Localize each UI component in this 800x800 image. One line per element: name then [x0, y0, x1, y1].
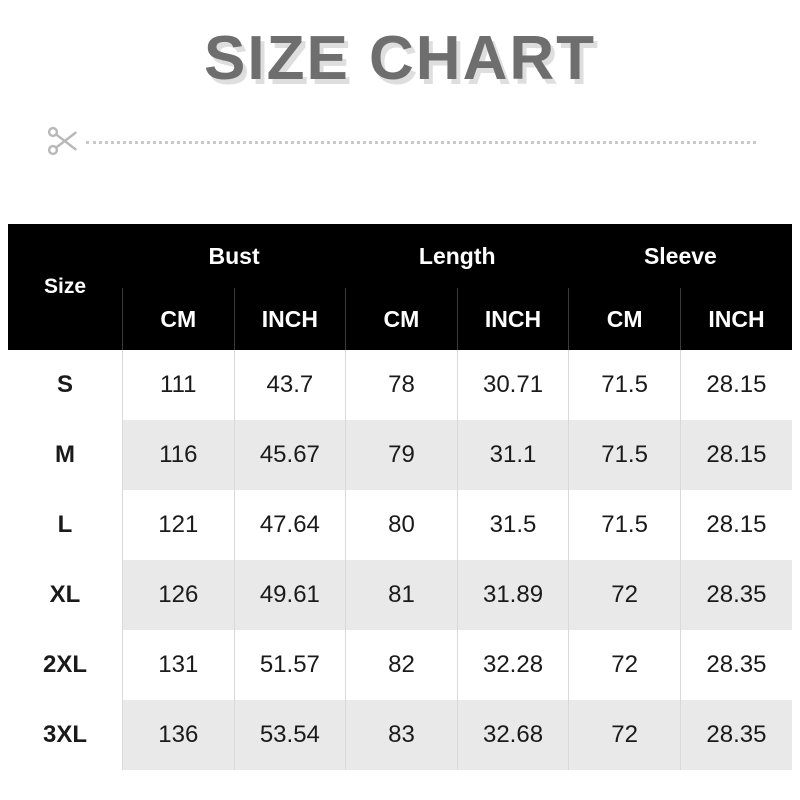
table-row: [8, 630, 792, 700]
cell-bust-cm: 136: [123, 700, 235, 770]
row-size-label: L: [8, 490, 123, 560]
cell-sleeve-inch: 28.15: [680, 420, 792, 490]
column-header-length-inch: INCH: [457, 288, 569, 350]
cell-sleeve-cm: 71.5: [569, 490, 681, 560]
scissors-icon: [44, 123, 80, 159]
cell-length-cm: 82: [346, 630, 458, 700]
cell-bust-inch: 49.61: [234, 560, 346, 630]
cell-bust-inch: 47.64: [234, 490, 346, 560]
cell-sleeve-cm: 71.5: [569, 350, 681, 420]
cell-bust-cm: 126: [123, 560, 235, 630]
cell-length-inch: 31.89: [457, 560, 569, 630]
cell-length-cm: 81: [346, 560, 458, 630]
column-group-bust: Bust: [123, 224, 346, 288]
cell-sleeve-inch: 28.35: [680, 560, 792, 630]
cell-bust-inch: 45.67: [234, 420, 346, 490]
column-header-size: Size: [8, 224, 123, 350]
column-group-sleeve: Sleeve: [569, 224, 792, 288]
column-header-sleeve-inch: INCH: [680, 288, 792, 350]
cell-bust-inch: 51.57: [234, 630, 346, 700]
cell-length-inch: 30.71: [457, 350, 569, 420]
cut-line: [0, 121, 800, 161]
cut-line-dashes: [86, 141, 756, 144]
cell-sleeve-cm: 72: [569, 560, 681, 630]
column-header-length-cm: CM: [346, 288, 458, 350]
row-size-label: S: [8, 350, 123, 420]
table-row: [8, 700, 792, 770]
cell-sleeve-cm: 71.5: [569, 420, 681, 490]
cell-bust-cm: 121: [123, 490, 235, 560]
cell-sleeve-inch: 28.35: [680, 700, 792, 770]
cell-length-inch: 31.5: [457, 490, 569, 560]
cell-length-cm: 83: [346, 700, 458, 770]
row-size-label: 2XL: [8, 630, 123, 700]
cell-length-cm: 80: [346, 490, 458, 560]
size-table-container: [8, 224, 792, 770]
cell-bust-cm: 131: [123, 630, 235, 700]
table-row: [8, 420, 792, 490]
table-group-header-row: [8, 224, 792, 288]
table-row: [8, 560, 792, 630]
row-size-label: M: [8, 420, 123, 490]
column-header-sleeve-cm: CM: [569, 288, 681, 350]
page-title-area: [0, 0, 800, 91]
table-row: [8, 490, 792, 560]
row-size-label: 3XL: [8, 700, 123, 770]
table-unit-header-row: [8, 288, 792, 350]
cell-length-cm: 79: [346, 420, 458, 490]
cell-sleeve-cm: 72: [569, 700, 681, 770]
table-row: [8, 350, 792, 420]
cell-sleeve-cm: 72: [569, 630, 681, 700]
cell-bust-cm: 116: [123, 420, 235, 490]
cell-length-cm: 78: [346, 350, 458, 420]
cell-bust-inch: 43.7: [234, 350, 346, 420]
size-table: [8, 224, 792, 770]
cell-bust-inch: 53.54: [234, 700, 346, 770]
cell-sleeve-inch: 28.35: [680, 630, 792, 700]
row-size-label: XL: [8, 560, 123, 630]
cell-length-inch: 32.68: [457, 700, 569, 770]
cell-length-inch: 31.1: [457, 420, 569, 490]
column-header-bust-inch: INCH: [234, 288, 346, 350]
cell-sleeve-inch: 28.15: [680, 350, 792, 420]
column-header-bust-cm: CM: [123, 288, 235, 350]
cell-bust-cm: 111: [123, 350, 235, 420]
column-group-length: Length: [346, 224, 569, 288]
cell-sleeve-inch: 28.15: [680, 490, 792, 560]
table-head: [8, 224, 792, 350]
cell-length-inch: 32.28: [457, 630, 569, 700]
table-body: [8, 350, 792, 770]
page-title: SIZE CHART: [204, 24, 596, 93]
